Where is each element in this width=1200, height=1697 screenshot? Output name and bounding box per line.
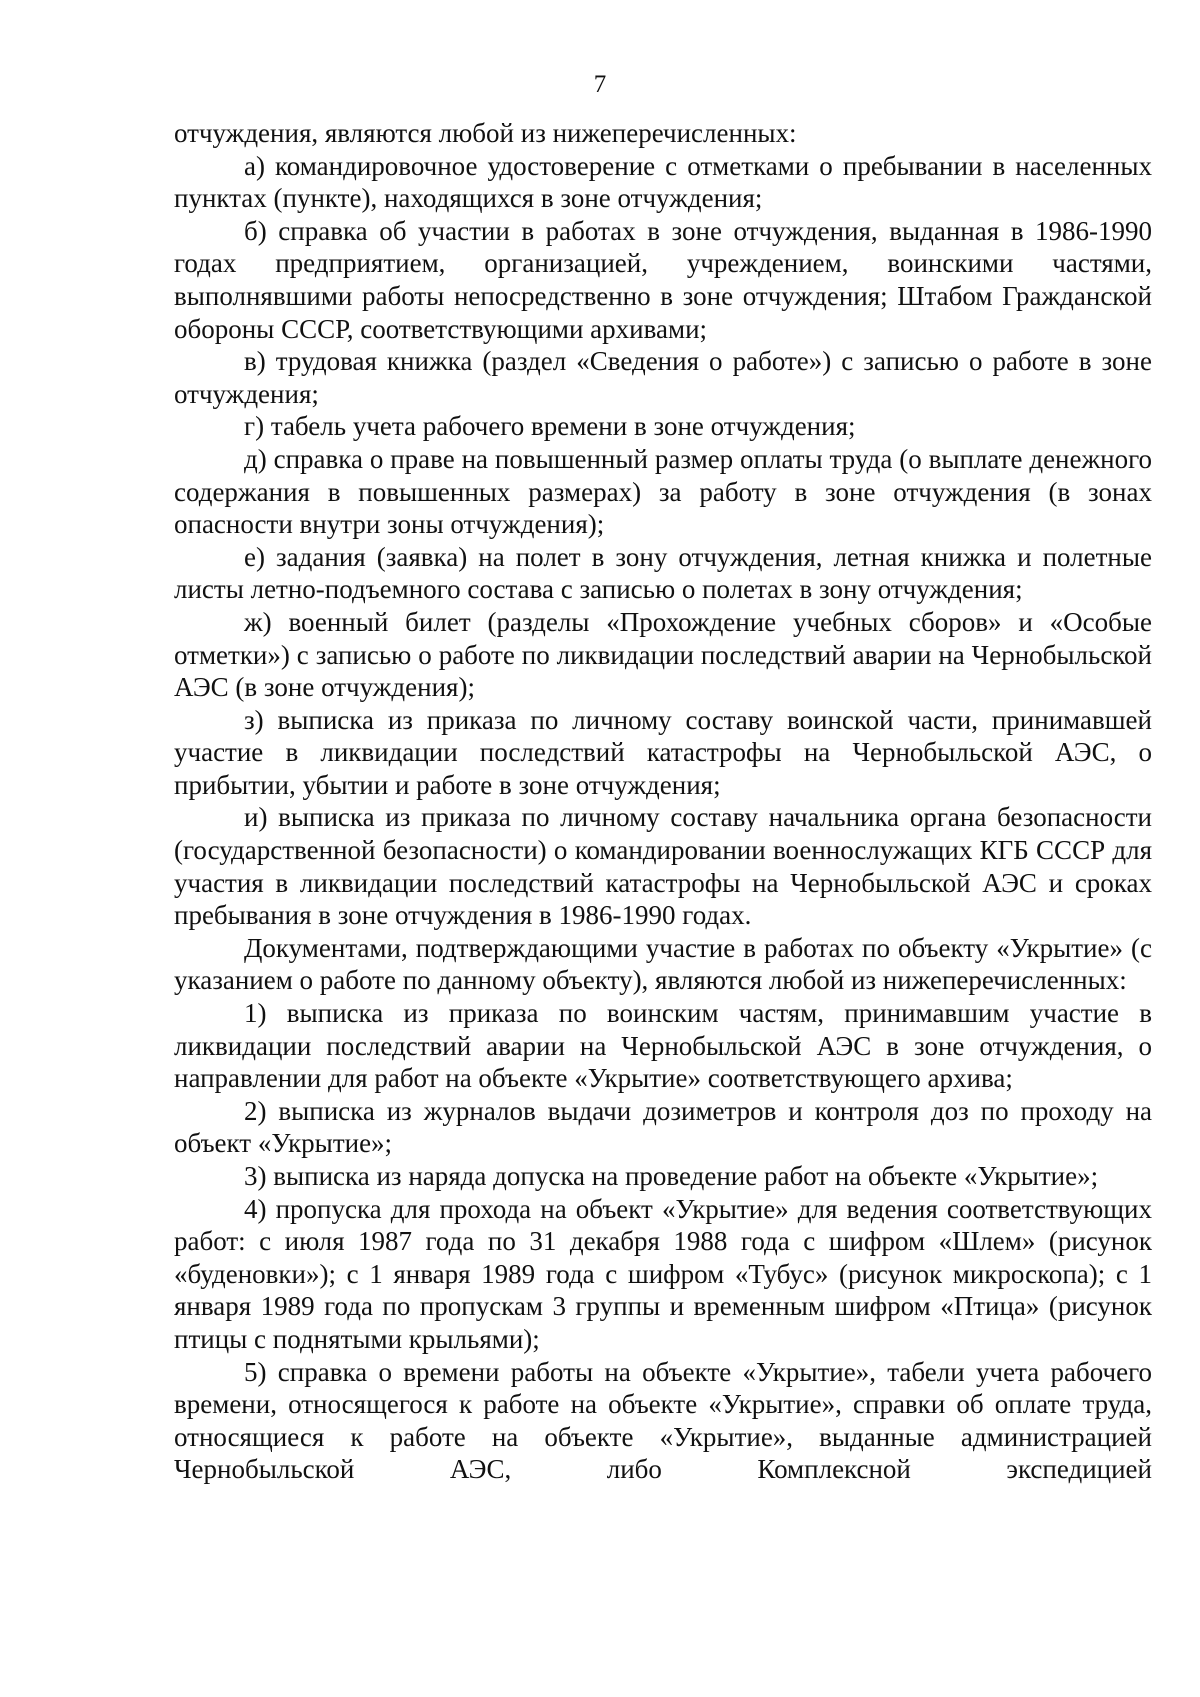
paragraph-intro-continuation: отчуждения, являются любой из нижеперечисленных: <box>174 118 797 148</box>
list-item-i: и) выписка из приказа по личному составу начальника органа безопасности (государственной безопасности) о командировании военнослужащих КГБ СССР для участия в ликвидации последствий катастрофы на Чернобыльской АЭС и сроках пребывания в зоне отчуждения в 1986-1990 годах. <box>174 802 1152 931</box>
list-item-d: д) справка о праве на повышенный размер оплаты труда (о выплате денежного содержания в повышенных размерах) за работу в зоне отчуждения (в зонах опасности внутри зоны отчуждения); <box>174 443 1152 540</box>
list-item-zh: ж) военный билет (разделы «Прохождение учебных сборов» и «Особые отметки») с записью о работе по ликвидации последствий аварии на Чернобыльской АЭС (в зоне отчуждения); <box>174 606 1152 703</box>
list-item-3: 3) выписка из наряда допуска на проведение работ на объекте «Укрытие»; <box>244 1161 1099 1191</box>
page-number: 7 <box>593 71 607 98</box>
document-body <box>174 117 1152 1486</box>
list-item-b: б) справка об участии в работах в зоне отчуждения, выданная в 1986-1990 годах предприятием, организацией, учреждением, воинскими частями, выполнявшими работы непосредственно в зоне отчуждения; Штабом Гражданской обороны СССР, соответствующими архивами; <box>174 215 1152 344</box>
list-item-2: 2) выписка из журналов выдачи дозиметров и контроля доз по проходу на объект «Укрытие»; <box>174 1095 1152 1159</box>
list-item-z: з) выписка из приказа по личному составу воинской части, принимавшей участие в ликвидации последствий катастрофы на Чернобыльской АЭС, о прибытии, убытии и работе в зоне отчуждения; <box>174 704 1152 800</box>
list-item-g: г) табель учета рабочего времени в зоне отчуждения; <box>244 411 856 442</box>
list-item-a: а) командировочное удостоверение с отметками о пребывании в населенных пунктах (пункте), находящихся в зоне отчуждения; <box>174 150 1152 214</box>
list-item-1: 1) выписка из приказа по воинским частям, принимавшим участие в ликвидации последствий аварии на Чернобыльской АЭС в зоне отчуждения, о направлении для работ на объекте «Укрытие» соответствующего архива; <box>174 998 1152 1094</box>
list-item-e: е) задания (заявка) на полет в зону отчуждения, летная книжка и полетные листы летно-подъемного состава с записью о полетах в зону отчуждения; <box>174 541 1152 605</box>
list-item-v: в) трудовая книжка (раздел «Сведения о работе») с записью о работе в зоне отчуждения; <box>174 346 1152 409</box>
list-item-4: 4) пропуска для прохода на объект «Укрытие» для ведения соответствующих работ: с июля 1987 года по 31 декабря 1988 года с шифром «Шлем» (рисунок «буденовки»); с 1 января 1989 года с шифром «Тубус» (рисунок микроскопа); с 1 января 1989 года по пропускам 3 группы и временным шифром «Птица» (рисунок птицы с поднятыми крыльями); <box>174 1193 1152 1354</box>
list-item-5: 5) справка о времени работы на объекте «Укрытие», табели учета рабочего времени, относящегося к работе на объекте «Укрытие», справки об оплате труда, относящиеся к работе на объекте «Укрытие», выданные администрацией Чернобыльской АЭС, либо Комплексной экспедицией <box>174 1356 1152 1485</box>
paragraph-ukrytie-documents: Документами, подтверждающими участие в работах по объекту «Укрытие» (с указанием о работе по данному объекту), являются любой из нижеперечисленных: <box>174 932 1152 996</box>
